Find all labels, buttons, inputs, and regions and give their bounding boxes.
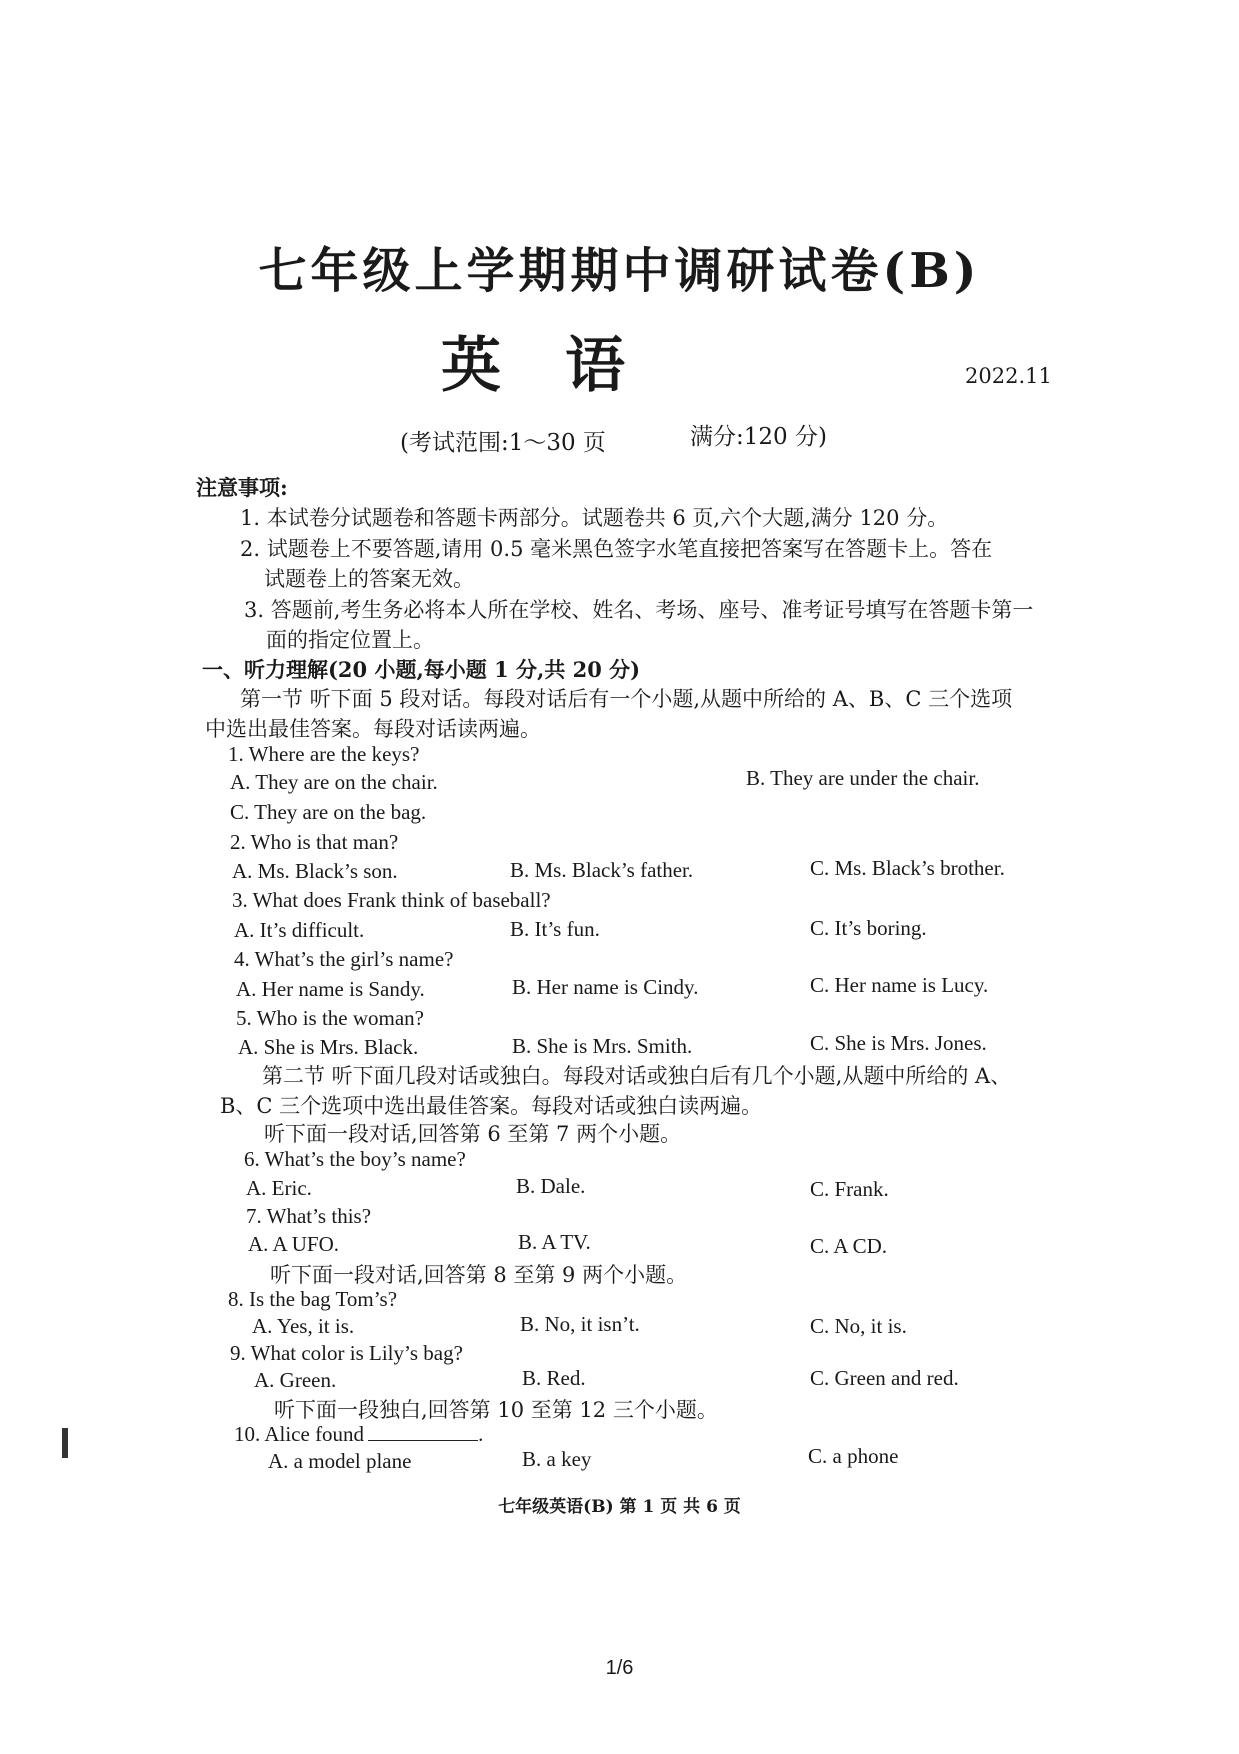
part1-heading: 一、听力理解(20 小题,每小题 1 分,共 20 分) (202, 657, 641, 682)
option-c: C. They are on the bag. (230, 800, 427, 824)
option-a: A. She is Mrs. Black. (238, 1035, 419, 1059)
option-a: A. It’s difficult. (234, 918, 365, 942)
option-b: B. No, it isn’t. (520, 1312, 640, 1336)
notes-heading: 注意事项: (196, 475, 288, 500)
exam-range: (考试范围:1～30 页 (400, 430, 606, 456)
option-a: A. Green. (254, 1368, 337, 1392)
option-c: C. No, it is. (810, 1314, 907, 1338)
option-a: A. Eric. (246, 1176, 312, 1200)
question-text: 2. Who is that man? (230, 830, 399, 854)
option-b: B. Ms. Black’s father. (510, 858, 694, 882)
answer-blank[interactable] (368, 1422, 478, 1441)
option-c: C. A CD. (810, 1234, 888, 1258)
option-b: B. a key (522, 1447, 592, 1471)
option-a: A. A UFO. (248, 1232, 340, 1256)
question-text: 1. Where are the keys? (228, 742, 420, 766)
note-line: 面的指定位置上。 (266, 628, 434, 652)
question-text: 8. Is the bag Tom’s? (228, 1287, 398, 1311)
note-line: 试题卷上的答案无效。 (264, 567, 474, 591)
note-line: 2. 试题卷上不要答题,请用 0.5 毫米黑色签字水笔直接把答案写在答题卡上。答在 (240, 537, 993, 561)
option-b: B. She is Mrs. Smith. (512, 1034, 693, 1058)
option-c: C. It’s boring. (810, 916, 927, 940)
question-text: 10. Alice found . (234, 1422, 484, 1446)
option-a: A. Yes, it is. (252, 1314, 355, 1338)
question-text: 4. What’s the girl’s name? (234, 947, 454, 971)
option-c: C. Her name is Lucy. (810, 973, 989, 997)
full-score: 满分:120 分) (690, 424, 827, 450)
scan-mark (62, 1428, 68, 1458)
exam-date: 2022.11 (965, 364, 1052, 388)
subject-title: 英语 (441, 331, 689, 401)
option-c: C. Ms. Black’s brother. (810, 856, 1005, 880)
question-text: 9. What color is Lily’s bag? (230, 1341, 463, 1365)
option-c: C. Frank. (810, 1177, 889, 1201)
section1-instruction: 中选出最佳答案。每段对话读两遍。 (205, 717, 541, 741)
option-a: A. a model plane (268, 1449, 412, 1473)
option-c: C. She is Mrs. Jones. (810, 1031, 987, 1055)
dialogue-instruction: 听下面一段对话,回答第 8 至第 9 两个小题。 (270, 1263, 688, 1287)
note-line: 3. 答题前,考生务必将本人所在学校、姓名、考场、座号、准考证号填写在答题卡第一 (244, 598, 1034, 622)
option-b: B. Her name is Cindy. (512, 975, 699, 999)
option-b: B. They are under the chair. (746, 766, 980, 790)
option-a: A. They are on the chair. (230, 770, 438, 794)
option-b: B. Dale. (516, 1174, 586, 1198)
section2-instruction: 第二节 听下面几段对话或独白。每段对话或独白后有几个小题,从题中所给的 A、 (262, 1064, 1012, 1088)
page-footer: 七年级英语(B) 第 1 页 共 6 页 (498, 1497, 741, 1517)
option-c: C. Green and red. (810, 1366, 959, 1390)
option-b: B. A TV. (518, 1230, 591, 1254)
section2-instruction: B、C 三个选项中选出最佳答案。每段对话或独白读两遍。 (220, 1094, 763, 1118)
question-text: 5. Who is the woman? (236, 1006, 424, 1030)
option-a: A. Ms. Black’s son. (232, 859, 398, 883)
option-a: A. Her name is Sandy. (236, 977, 425, 1001)
question-text: 3. What does Frank think of baseball? (232, 888, 551, 912)
page-number: 1/6 (605, 1657, 634, 1679)
option-b: B. It’s fun. (510, 917, 600, 941)
option-b: B. Red. (522, 1366, 586, 1390)
option-c: C. a phone (808, 1444, 899, 1468)
monologue-instruction: 听下面一段独白,回答第 10 至第 12 三个小题。 (274, 1398, 718, 1422)
exam-title: 七年级上学期期中调研试卷(B) (258, 243, 981, 299)
question-stem: 10. Alice found (234, 1422, 365, 1446)
note-line: 1. 本试卷分试题卷和答题卡两部分。试题卷共 6 页,六个大题,满分 120 分。 (240, 506, 949, 530)
question-text: 6. What’s the boy’s name? (244, 1147, 466, 1171)
question-text: 7. What’s this? (246, 1204, 372, 1228)
section1-instruction: 第一节 听下面 5 段对话。每段对话后有一个小题,从题中所给的 A、B、C 三个选项 (240, 687, 1013, 711)
dialogue-instruction: 听下面一段对话,回答第 6 至第 7 两个小题。 (264, 1122, 682, 1146)
